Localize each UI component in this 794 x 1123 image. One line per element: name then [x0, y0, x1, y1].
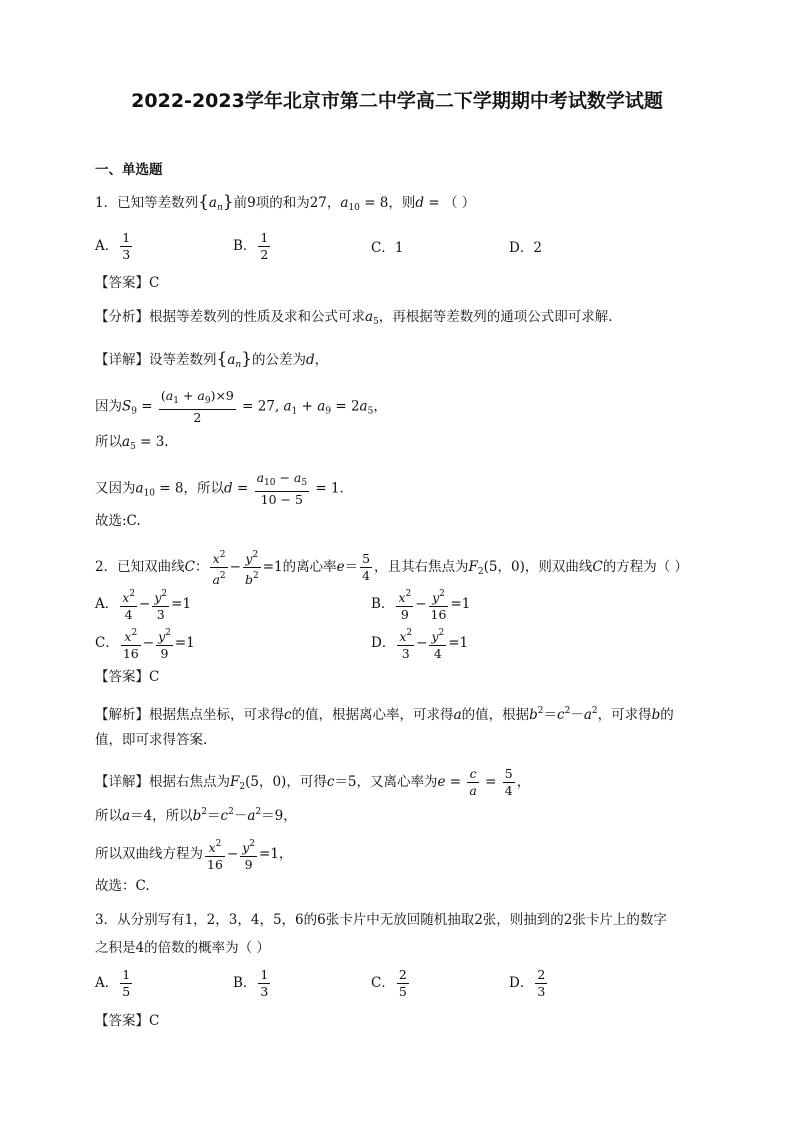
question-1-detail: 【详解】设等差数列$\{a_n\}$的公差为d，	[95, 349, 329, 370]
question-1-analysis: 【分析】根据等差数列的性质及求和公式可求$a_5$，再根据等差数列的通项公式即可求解.	[95, 309, 613, 327]
question-3-option-a: A． $\frac{1}{5}$	[95, 967, 131, 999]
question-3-answer: 【答案】C	[95, 1013, 160, 1029]
question-2-stem: 2．已知双曲线C： $\frac{x^2}{a^2}$ − $\frac{y^2}{b^2}$ =1的离心率e＝ $\frac{5}{4}$ ，且其右焦点为$F_2(5$，0)，则双曲线C的方程为（ ）	[95, 547, 688, 588]
question-2-answer: 【答案】C	[95, 669, 160, 685]
question-1-answer: 【答案】C	[95, 275, 160, 291]
question-3-stem-line-2: 之积是4的倍数的概率为（ ）	[95, 940, 270, 956]
question-1-detail-line-2: 因为$S_9$ = $\frac{(a_1 + a_9)\times 9}{2}$ = 27, $a_1 + a_9 = 2a_5$，	[95, 388, 387, 425]
question-2-detail: 【详解】根据右焦点为$F_2(5$，0)，可得c＝5，又离心率为e = $\frac{c}{a}$ = $\frac{5}{4}$ ，	[95, 766, 531, 798]
question-1-stem: 1．已知等差数列$\{a_n\}$前9项的和为27，$a_{10} = 8$，则d = （ ）	[95, 192, 476, 213]
question-1-detail-line-4: 又因为$a_{10} = 8$，所以d = $\frac{a_{10} - a_5}{10 - 5}$ = 1.	[95, 470, 344, 507]
question-2-option-b: B． $\frac{x^2}{9}$ − $\frac{y^2}{16}$ =1	[371, 586, 470, 623]
question-3-stem-line-1: 3．从分别写有1，2，3，4，5，6的6张卡片中无放回随机抽取2张，则抽到的2张卡片上的数字	[95, 912, 667, 928]
question-1-conclusion: 故选:C.	[95, 513, 141, 529]
question-1-option-a: A． $\frac{1}{3}$	[95, 230, 131, 262]
section-heading: 一、单选题	[95, 162, 163, 178]
question-2-analysis: 【解析】根据焦点坐标，可求得c的值，根据离心率，可求得a的值，根据$b^2=c^2-a^2$，可求得b的	[95, 706, 674, 723]
question-2-detail-line-2: 所以a＝4，所以$b^2=c^2-a^2=9$，	[95, 807, 297, 824]
question-2-detail-line-3: 所以双曲线方程为 $\frac{x^2}{16}$ − $\frac{y^2}{9}$ =1，	[95, 836, 292, 873]
question-3-option-b: B． $\frac{1}{3}$	[233, 967, 269, 999]
question-1-option-b: B． $\frac{1}{2}$	[233, 230, 269, 262]
question-2-option-d: D． $\frac{x^2}{3}$ − $\frac{y^2}{4}$ =1	[371, 625, 468, 662]
question-1-option-d: D．2	[509, 240, 542, 256]
question-2-analysis-line-2: 值，即可求得答案.	[95, 732, 208, 748]
question-1-detail-line-3: 所以$a_5 = 3$.	[95, 434, 169, 452]
question-2-option-a: A． $\frac{x^2}{4}$ − $\frac{y^2}{3}$ =1	[95, 586, 191, 623]
question-1-option-c: C．1	[371, 240, 404, 256]
question-2-option-c: C． $\frac{x^2}{16}$ − $\frac{y^2}{9}$ =1	[95, 625, 195, 662]
document-title: 2022-2023学年北京市第二中学高二下学期期中考试数学试题	[131, 90, 663, 112]
question-2-conclusion: 故选：C.	[95, 878, 150, 894]
question-3-option-d: D． $\frac{2}{3}$	[509, 967, 546, 999]
question-3-option-c: C． $\frac{2}{5}$	[371, 967, 407, 999]
